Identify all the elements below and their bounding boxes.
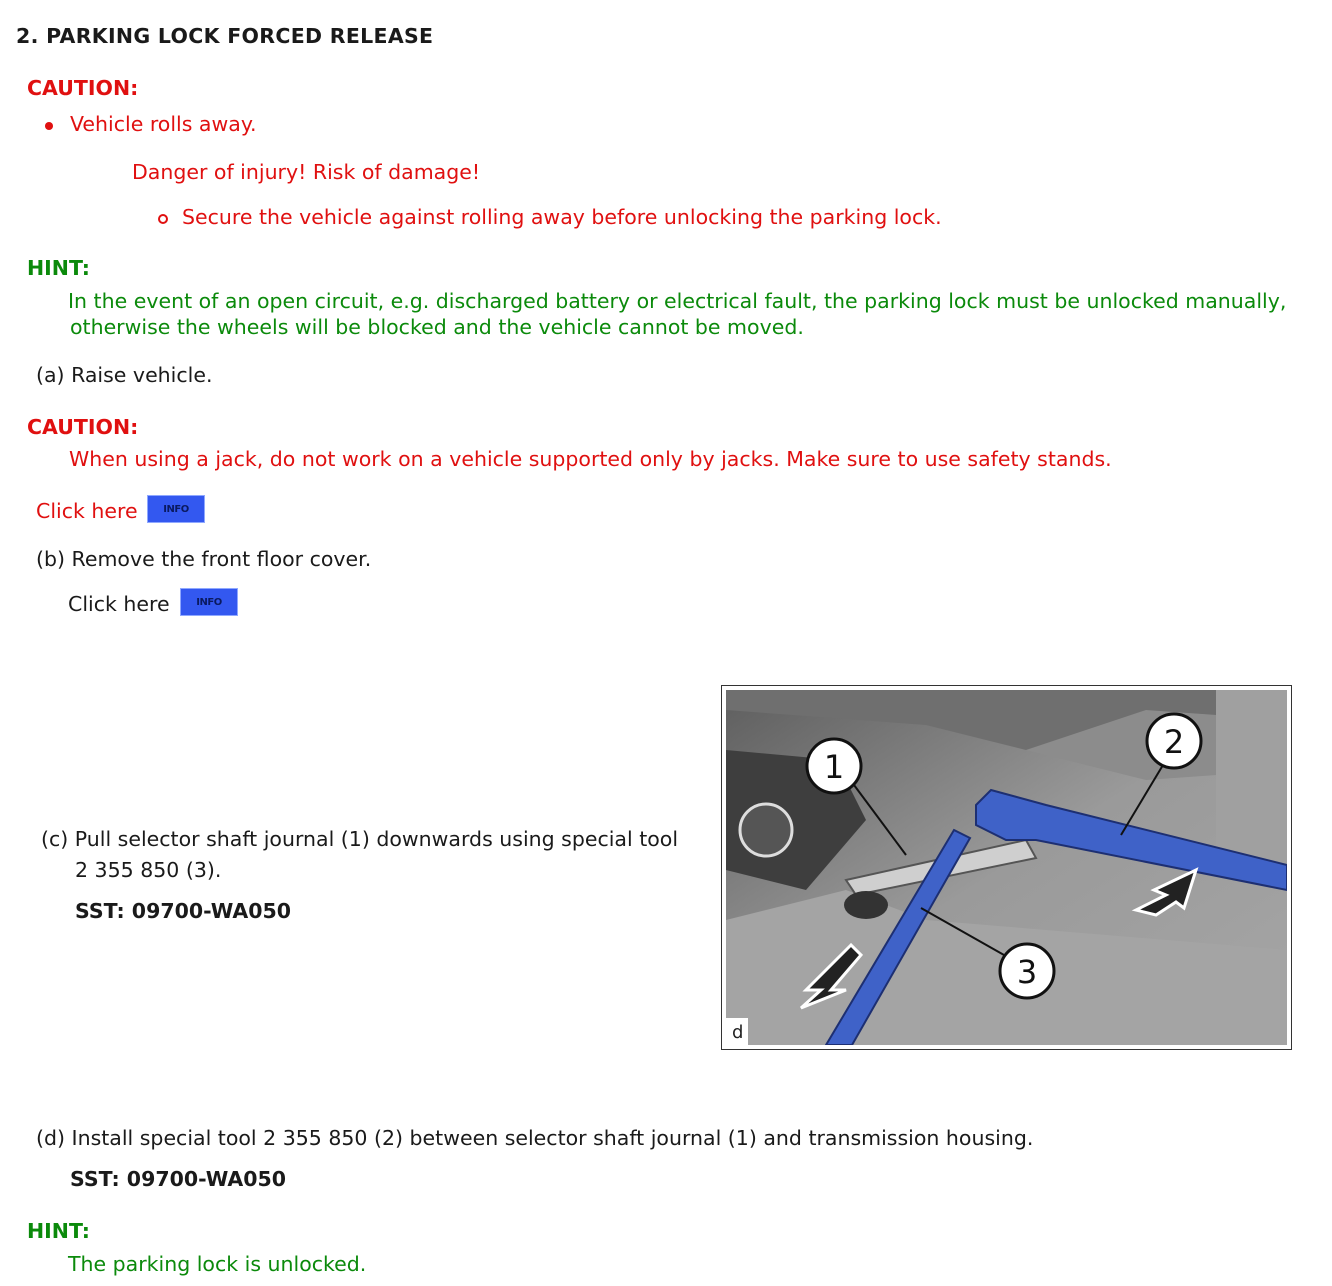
hint-line-2: otherwise the wheels will be blocked and the vehicle cannot be moved.	[70, 315, 804, 339]
info-button-2[interactable]: INFO	[180, 588, 238, 616]
click-here-link[interactable]: Click here	[36, 499, 138, 523]
step-c-sst: SST: 09700-WA050	[75, 899, 292, 923]
click-here-link-2[interactable]: Click here	[68, 592, 170, 616]
info-button[interactable]: INFO	[147, 495, 205, 523]
step-a: (a) Raise vehicle.	[36, 363, 213, 387]
caution-heading: CAUTION:	[27, 76, 139, 100]
hint-text-2: The parking lock is unlocked.	[68, 1252, 367, 1276]
section-title: 2. PARKING LOCK FORCED RELEASE	[16, 24, 434, 48]
bullet-dot	[45, 122, 53, 130]
figure-illustration	[726, 690, 1287, 1045]
caution-bullet: Vehicle rolls away.	[70, 112, 257, 136]
parking-lock-figure	[721, 685, 1292, 1050]
hint-heading-2: HINT:	[27, 1219, 91, 1243]
lever-pivot	[844, 891, 888, 919]
step-c-line-1: (c) Pull selector shaft journal (1) downwards using special tool	[41, 827, 679, 851]
caution-text-2: When using a jack, do not work on a vehicle supported only by jacks. Make sure to use safety stands.	[69, 447, 1112, 471]
hint-heading: HINT:	[27, 256, 91, 280]
callout-1: 1	[823, 748, 845, 786]
step-c-line-2: 2 355 850 (3).	[75, 858, 222, 882]
hint-line-1: In the event of an open circuit, e.g. discharged battery or electrical fault, the parking lock must be unlocked manually,	[68, 289, 1287, 313]
bullet-ring	[158, 214, 168, 224]
danger-text: Danger of injury! Risk of damage!	[132, 160, 481, 184]
step-b: (b) Remove the front floor cover.	[36, 547, 372, 571]
caution-sub-bullet: Secure the vehicle against rolling away before unlocking the parking lock.	[182, 205, 942, 229]
bolt-head	[740, 804, 792, 856]
figure-letter: d	[732, 1022, 744, 1043]
right-panel	[1216, 690, 1287, 860]
callout-3: 3	[1016, 953, 1038, 991]
caution-heading-2: CAUTION:	[27, 415, 139, 439]
step-d-sst: SST: 09700-WA050	[70, 1167, 287, 1191]
step-d: (d) Install special tool 2 355 850 (2) between selector shaft journal (1) and transmission housing.	[36, 1126, 1034, 1150]
callout-2: 2	[1163, 723, 1185, 761]
